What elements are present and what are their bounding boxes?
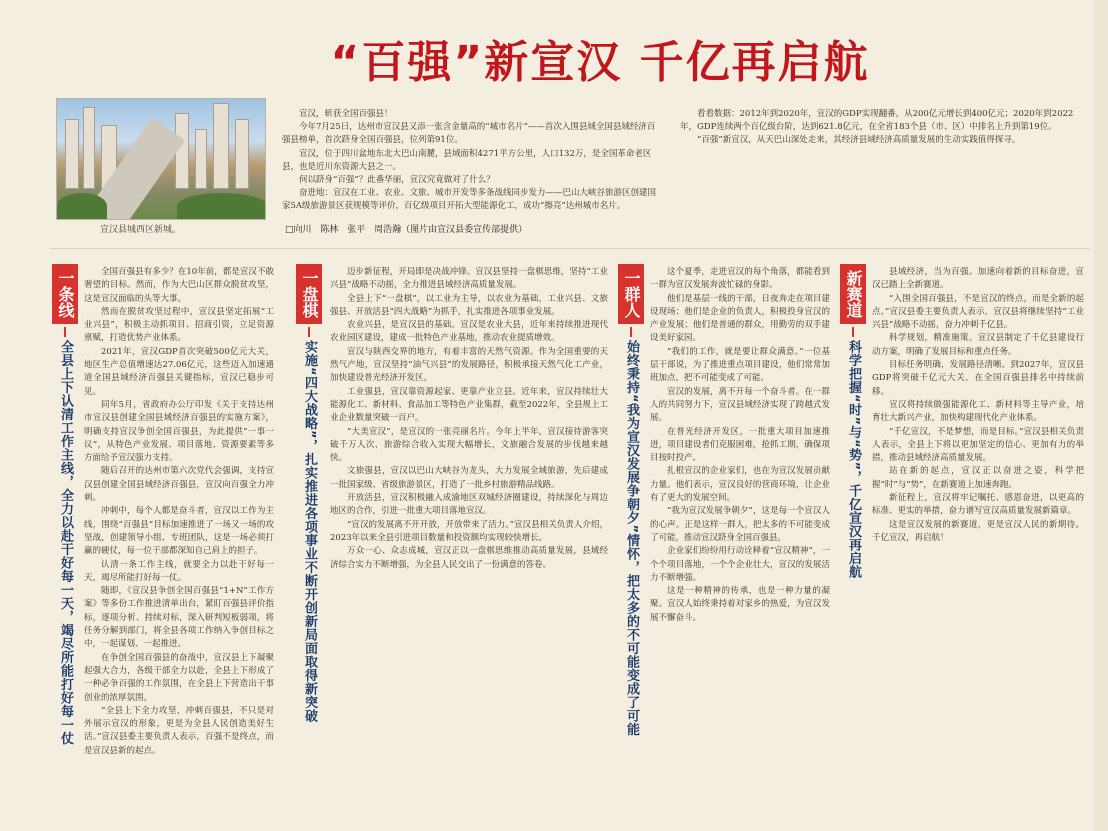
intro-paragraph: 何以跻身“百强”？此番华丽，宣汉究竟做对了什么？ xyxy=(299,175,495,186)
section-tag-2 xyxy=(296,264,322,723)
photo-building xyxy=(83,107,95,189)
body-paragraph: 开放活县，宣汉积极融入成渝地区双城经济圈建设，持续深化与周边地区的合作，引进一批重大项目落地宣汉。 xyxy=(330,493,608,517)
page-edge xyxy=(1094,0,1108,831)
section-body-3 xyxy=(650,266,830,826)
body-paragraph: “我们的工作，就是要让群众满意。”一位基层干部说，为了推进重点项目建设，他们常常加班加点，把不可能变成了可能。 xyxy=(650,346,830,384)
body-paragraph: 宣汉与陕西交界的地方，有着丰富的天然气资源。作为全国重要的天然气产地，宣汉坚持“油气兴县”的发展路径，积极承接天然气化工产业，加快建设普光经济开发区。 xyxy=(330,346,608,384)
section-subtitle: 实施“四大战略”，扎实推进各项事业不断开创新局面取得新突破 xyxy=(302,340,317,723)
section-body-1 xyxy=(84,266,274,826)
body-paragraph: 目标任务明确，发展路径清晰。到2027年，宣汉县GDP将突破千亿元大关，在全国百强县排名中持续前移。 xyxy=(872,360,1084,397)
body-paragraph: 然而在脱贫攻坚过程中，宣汉县坚定拓展“工业兴县”，积极主动抓项目、招商引资，立足资源禀赋，打造优势产业体系。 xyxy=(84,306,274,344)
body-paragraph: 宣汉将持续做强能源化工、新材料等主导产业，培育壮大新兴产业，加快构建现代化产业体系。 xyxy=(872,399,1084,424)
body-paragraph: 迈步新征程，开局即是决战冲锋。宣汉县坚持一盘棋思维，坚持“工业兴县”战略不动摇，全力推进县域经济高质量发展。 xyxy=(330,267,608,291)
section-tag-label: 一盘棋 xyxy=(296,264,322,324)
body-paragraph: 这是宣汉发展的新赛道，更是宣汉人民的新期待。千亿宣汉，再启航！ xyxy=(872,519,1084,543)
body-paragraph: “宣汉的发展离不开开放，开放带来了活力。”宣汉县相关负责人介绍，2023年以来全县引进项目数量和投资额均实现较快增长。 xyxy=(330,519,608,543)
body-paragraph: 站在新的起点，宣汉正以奋进之姿，科学把握“时”与“势”，在新赛道上加速奔跑。 xyxy=(872,466,1084,490)
intro-left xyxy=(282,108,662,218)
body-paragraph: 他们是基层一线的干部，日夜奔走在项目建设现场；他们是企业的负责人，积极投身宣汉的产业发展；他们是普通的群众，用勤劳的双手建设美好家园。 xyxy=(650,293,830,344)
section-body-2 xyxy=(330,266,608,826)
photo-trees xyxy=(177,193,266,219)
body-paragraph: 同年5月，省政府办公厅印发《关于支持达州市宣汉县创建全国县域经济百强县的实施方案》，明确支持宣汉争创全国百强县，为此提供“一事一议”，从特色产业发展、项目落地、资源要素等多方面给予宣汉强力支持。 xyxy=(84,399,274,464)
photo-building xyxy=(235,119,249,189)
photo-building xyxy=(195,129,207,189)
intro-paragraph: 宣汉，位于四川盆地东北大巴山南麓，县域面积4271平方公里，人口132万，是全国革命老区县，也是近川东资源大县之一。 xyxy=(282,148,652,172)
section-subtitle: 科学把握“时”与“势”，千亿宣汉再启航 xyxy=(846,340,861,579)
intro-paragraph: 奋进地：宣汉在工业、农业、文旅、城市开发等多条战线同步发力——巴山大峡谷旅游区创建国家5A级旅游景区获规模等评价，百亿级项目开拓大型能源化工，成功“擦亮”达州城市名片。 xyxy=(282,188,657,212)
tag-dash xyxy=(64,327,66,337)
byline: □向川 陈林 张平 周浩瀚（图片由宣汉县委宣传部提供） xyxy=(285,225,528,235)
intro-paragraph: 宣汉，斩获全国百强县！ xyxy=(299,109,393,119)
section-tag-4 xyxy=(840,264,866,579)
body-paragraph: 工业强县，宣汉靠资源起家、更靠产业立县。近年来，宣汉持续壮大能源化工、新材料、食品加工等特色产业集群，截至2022年，全县规上工业企业数量突破一百户。 xyxy=(330,386,608,424)
body-paragraph: 文旅强县，宣汉以巴山大峡谷为龙头，大力发展全域旅游，先后建成一批国家级、省级旅游景区，打造了一批乡村旅游精品线路。 xyxy=(330,466,608,490)
tag-dash xyxy=(308,327,310,337)
body-paragraph: 科学规划，精准施策。宣汉县制定了千亿县建设行动方案，明确了发展目标和重点任务。 xyxy=(872,333,1084,357)
body-paragraph: 万众一心、众志成城，宣汉正以一盘棋思维推动高质量发展，县域经济综合实力不断增强，为全县人民交出了一份满意的答卷。 xyxy=(330,546,608,570)
body-paragraph: “千亿宣汉，不是梦想，而是目标。”宣汉县相关负责人表示，全县上下将以更加坚定的信心、更加有力的举措，推动县域经济高质量发展。 xyxy=(872,426,1084,464)
body-paragraph: 全县上下“一盘棋”，以工业为主导，以农业为基础，工业兴县、文旅强县、开放活县“四大战略”为抓手，扎实推进各项事业发展。 xyxy=(330,293,608,317)
body-paragraph: 随即，《宣汉县争创全国百强县“1+N”工作方案》等多份工作推进清单出台，紧盯百强县评价指标，逐项分析、持续对标，深入研判短板弱项，将任务分解到部门，将全县各项工作纳入争创目标之中，一起谋划、一起推进。 xyxy=(84,586,274,650)
section-body-4 xyxy=(872,266,1084,826)
body-paragraph: 新征程上，宣汉将牢记嘱托、感恩奋进，以更高的标准、更实的举措，奋力谱写宣汉高质量发展新篇章。 xyxy=(872,493,1084,517)
tag-dash xyxy=(630,327,632,337)
body-paragraph: 在争创全国百强县的奋战中，宣汉县上下凝聚起强大合力，各级干部全力以赴，全县上下形成了一种必争百强的工作氛围，在全县上下营造出干事创业的浓厚氛围。 xyxy=(84,652,274,703)
photo-caption: 宣汉县城西区新城。 xyxy=(100,225,182,235)
body-paragraph: 宣汉的发展，离不开每一个奋斗者。在一群人的共同努力下，宣汉县域经济实现了跨越式发展。 xyxy=(650,386,830,424)
body-paragraph: “我为宣汉发展争朝夕”，这是每一个宣汉人的心声。正是这样一群人，把太多的不可能变成了可能，推动宣汉跻身全国百强县。 xyxy=(650,506,830,543)
section-tag-label: 一群人 xyxy=(618,264,644,324)
city-photo xyxy=(56,98,266,220)
section-tag-label: 一条线 xyxy=(52,264,78,324)
body-paragraph: 企业家们纷纷用行动诠释着“宣汉精神”，一个个项目落地，一个个企业壮大，宣汉的发展活力不断增强。 xyxy=(650,546,830,583)
body-paragraph: 农业兴县，是宣汉县的基础。宣汉是农业大县，近年来持续推进现代农业园区建设，建成一批特色产业基地，推动农业提质增效。 xyxy=(330,320,608,344)
section-subtitle: 始终秉持“我为宣汉发展争朝夕”情怀，把太多的不可能变成了可能 xyxy=(624,340,639,737)
body-paragraph: 全国百强县有多少？在10年前，都是宣汉不敢奢望的目标。然而，作为大巴山区群众脱贫攻坚，这是宣汉面临的头等大事。 xyxy=(84,267,274,304)
section-tag-1 xyxy=(52,264,78,745)
body-paragraph: 在普光经济开发区，一批重大项目加速推进，项目建设者们克服困难，抢抓工期，确保项目按时投产。 xyxy=(650,426,830,464)
photo-building xyxy=(65,119,79,189)
section-divider xyxy=(50,248,1090,249)
body-paragraph: “入围全国百强县，不是宣汉的终点，而是全新的起点。”宣汉县委主要负责人表示，宣汉县将继续坚持“工业兴县”战略不动摇，奋力冲刺千亿县。 xyxy=(872,293,1084,331)
body-paragraph: 2021年，宣汉GDP首次突破500亿元大关，地区生产总值增速达27.06亿元，这些迈入加速通道全国县域经济百强县关键指标，宣汉已稳步可见。 xyxy=(84,346,274,397)
body-paragraph: 县域经济，当为百强。加速向着新的目标奋进，宣汉已踏上全新赛道。 xyxy=(872,267,1084,291)
body-paragraph: 认清一条工作主线，就要全力以赴干好每一天，竭尽所能打好每一仗。 xyxy=(84,559,274,583)
body-paragraph: 随后召开的达州市第六次党代会强调，支持宣汉县创建全国县域经济百强县，宣汉向百强全力冲刺。 xyxy=(84,466,274,504)
intro-paragraph: 看看数据：2012年到2020年，宣汉的GDP实现翻番，从200亿元增长到400亿元；2020年到2022年，GDP连续两个百亿级台阶，达到621.8亿元，在全省183个县（市、区）中排名上升到第19位。 xyxy=(680,109,1074,133)
body-paragraph: 这是一种精神的传承，也是一种力量的凝聚。宣汉人始终秉持着对家乡的热爱，为宣汉发展不懈奋斗。 xyxy=(650,586,830,623)
intro-right xyxy=(680,108,1080,218)
body-paragraph: “全县上下全力攻坚，冲刺百强县，不只是对外展示宣汉的形象，更是为全县人民创造美好生活。”宣汉县委主要负责人表示，百强不是终点，而是宣汉县新的起点。 xyxy=(84,705,274,756)
body-paragraph: 冲刺中，每个人都是奋斗者，宣汉以工作为主线，围绕“百强县”目标加速推进了一场又一场的攻坚战，创建领导小组、专班团队，这是一场必须打赢的硬仗，每一位干部都深知自己肩上的担子。 xyxy=(84,506,274,557)
photo-trees xyxy=(57,193,107,219)
tag-dash xyxy=(852,327,854,337)
photo-building xyxy=(213,103,229,189)
intro-paragraph: “百强”新宣汉，从天巴山深处走来，其经济县域经济高质量发展的生动实践值得探寻。 xyxy=(697,135,1021,146)
headline: “百强”新宣汉 千亿再启航 xyxy=(330,37,870,88)
section-subtitle: 全县上下认清工作主线，全力以赴干好每一天，竭尽所能打好每一仗 xyxy=(58,340,73,745)
section-tag-3 xyxy=(618,264,644,736)
body-paragraph: “大美宣汉”，是宣汉的一张亮丽名片。今年上半年，宣汉接待游客突破千万人次，旅游综合收入实现大幅增长，文旅融合发展的步伐越来越快。 xyxy=(330,426,608,464)
section-tag-label: 新赛道 xyxy=(840,264,866,324)
intro-paragraph: 今年7月25日，达州市宣汉县又添一张含金量高的“城市名片”——首次入围县域全国县域经济百强县榜单，首次跻身全国百强县，位列第91位。 xyxy=(282,122,656,146)
body-paragraph: 这个夏季，走进宣汉的每个角落，都能看到一群为宣汉发展奔波忙碌的身影。 xyxy=(650,267,830,291)
body-paragraph: 扎根宣汉的企业家们，也在为宣汉发展贡献力量。他们表示，宣汉良好的营商环境，让企业有了更大的发展空间。 xyxy=(650,466,830,504)
